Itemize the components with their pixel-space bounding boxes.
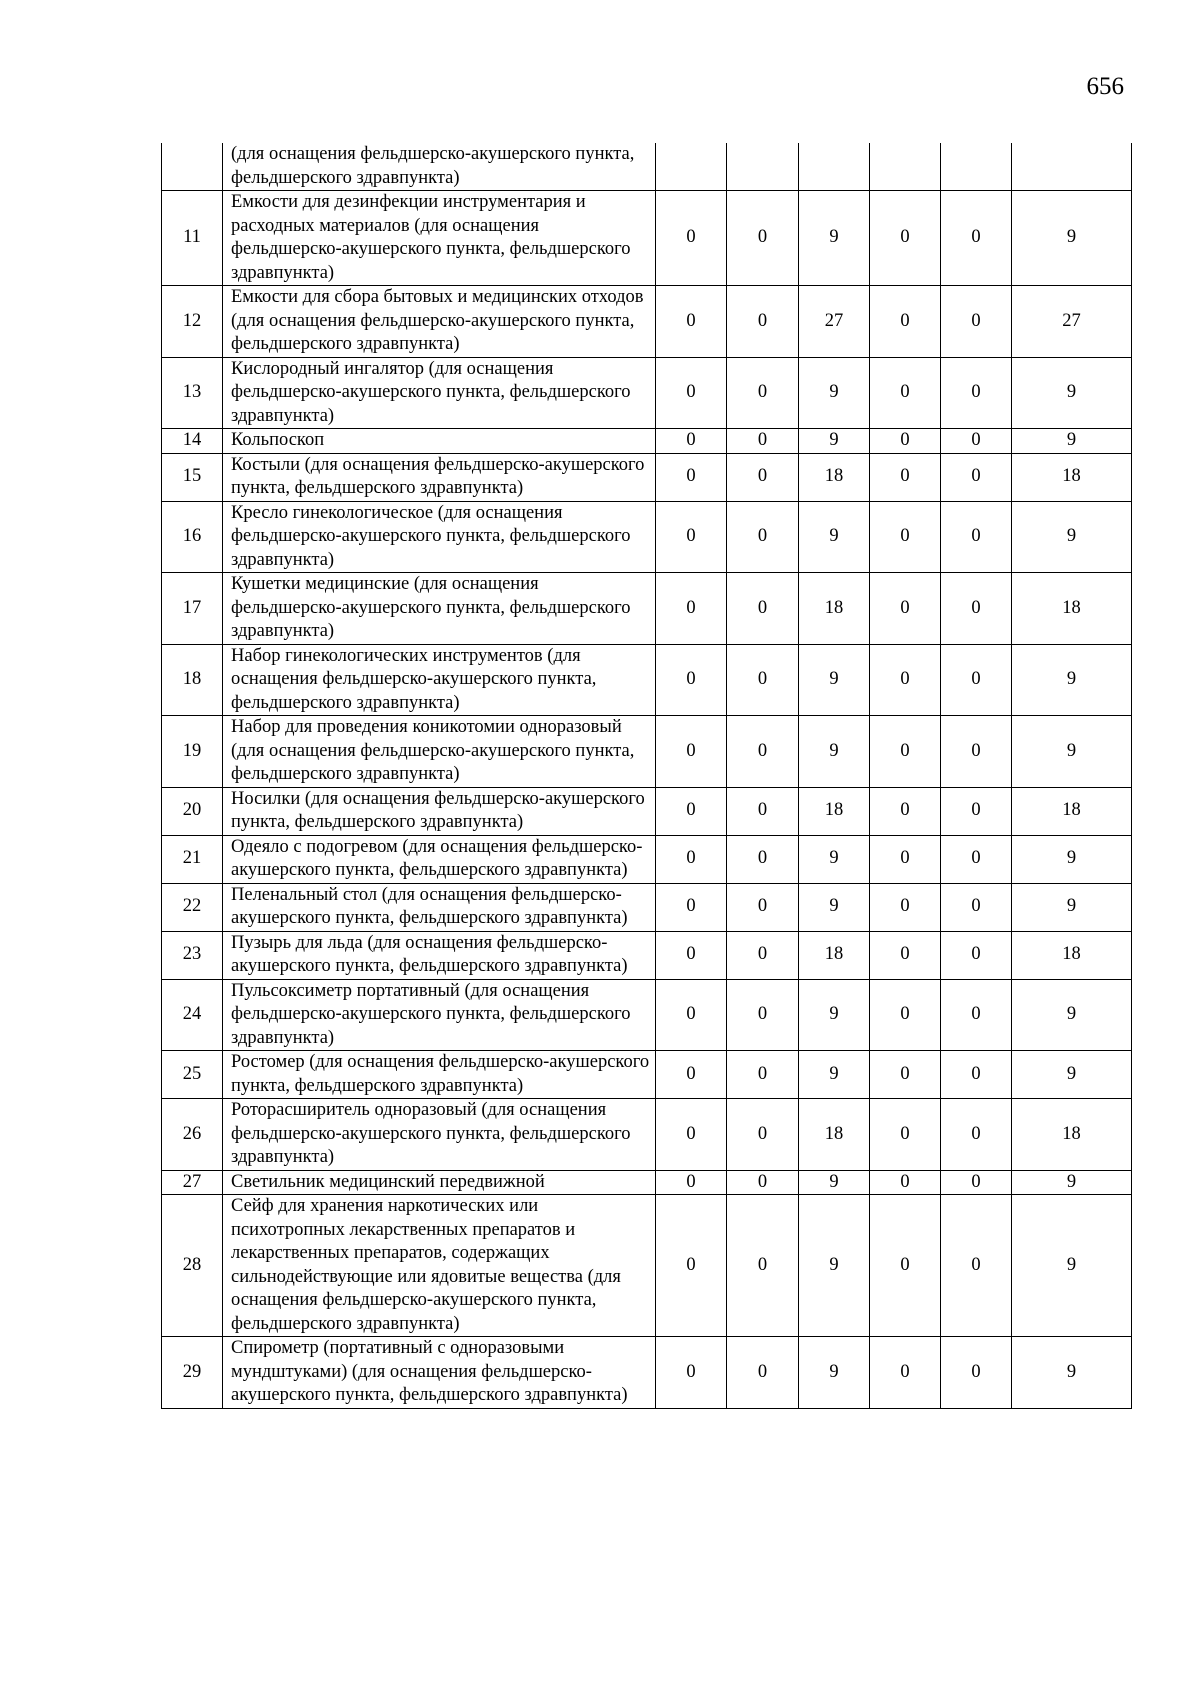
cell-value-5: 0: [941, 1170, 1012, 1195]
cell-value-4: 0: [870, 644, 941, 716]
cell-value-1: 0: [656, 716, 727, 788]
cell-value-5: [941, 143, 1012, 191]
cell-value-2: 0: [727, 716, 799, 788]
cell-value-3: 9: [799, 883, 870, 931]
cell-value-1: 0: [656, 644, 727, 716]
cell-value-5: 0: [941, 1051, 1012, 1099]
cell-value-4: 0: [870, 979, 941, 1051]
cell-value-2: 0: [727, 883, 799, 931]
cell-value-4: 0: [870, 573, 941, 645]
table-row: [162, 835, 1132, 883]
cell-value-5: 0: [941, 286, 1012, 358]
cell-value-3: 9: [799, 835, 870, 883]
cell-value-3: 9: [799, 644, 870, 716]
cell-name: Пеленальный стол (для оснащения фельдшерско-акушерского пункта, фельдшерского здравпункта): [223, 883, 656, 931]
cell-name: Емкости для сбора бытовых и медицинских отходов (для оснащения фельдшерско-акушерского пункта, фельдшерского здравпункта): [223, 286, 656, 358]
cell-value-4: 0: [870, 787, 941, 835]
cell-total: 9: [1012, 644, 1132, 716]
cell-value-5: 0: [941, 883, 1012, 931]
cell-name: (для оснащения фельдшерско-акушерского пункта, фельдшерского здравпункта): [223, 143, 656, 191]
cell-value-4: 0: [870, 429, 941, 454]
table-row: [162, 453, 1132, 501]
cell-value-4: 0: [870, 1099, 941, 1171]
table-row: [162, 357, 1132, 429]
cell-total: 9: [1012, 716, 1132, 788]
page-number: 656: [1086, 73, 1124, 100]
cell-value-4: 0: [870, 286, 941, 358]
cell-value-1: 0: [656, 979, 727, 1051]
table-row: [162, 1051, 1132, 1099]
cell-value-4: 0: [870, 716, 941, 788]
cell-value-2: 0: [727, 1195, 799, 1337]
cell-number: 29: [162, 1337, 223, 1409]
cell-number: 18: [162, 644, 223, 716]
cell-value-1: 0: [656, 1051, 727, 1099]
table-row: [162, 1195, 1132, 1337]
cell-number: 24: [162, 979, 223, 1051]
cell-number: 20: [162, 787, 223, 835]
cell-number: 27: [162, 1170, 223, 1195]
cell-total: 18: [1012, 1099, 1132, 1171]
cell-value-5: 0: [941, 429, 1012, 454]
cell-value-2: 0: [727, 835, 799, 883]
cell-value-5: 0: [941, 835, 1012, 883]
cell-total: 9: [1012, 883, 1132, 931]
cell-name: Спирометр (портативный с одноразовыми мундштуками) (для оснащения фельдшерско-акушерского пункта, фельдшерского здравпункта): [223, 1337, 656, 1409]
cell-total: 9: [1012, 1170, 1132, 1195]
cell-value-3: 27: [799, 286, 870, 358]
cell-value-2: 0: [727, 644, 799, 716]
cell-value-5: 0: [941, 573, 1012, 645]
cell-value-3: 9: [799, 501, 870, 573]
cell-value-1: 0: [656, 1195, 727, 1337]
cell-value-3: 9: [799, 1170, 870, 1195]
cell-name: Набор гинекологических инструментов (для оснащения фельдшерско-акушерского пункта, фельдшерского здравпункта): [223, 644, 656, 716]
cell-number: 17: [162, 573, 223, 645]
cell-value-2: 0: [727, 453, 799, 501]
cell-name: Кушетки медицинские (для оснащения фельдшерско-акушерского пункта, фельдшерского здравпункта): [223, 573, 656, 645]
cell-value-4: 0: [870, 835, 941, 883]
table-row: [162, 286, 1132, 358]
cell-value-2: 0: [727, 573, 799, 645]
cell-name: Носилки (для оснащения фельдшерско-акушерского пункта, фельдшерского здравпункта): [223, 787, 656, 835]
cell-value-3: 18: [799, 931, 870, 979]
cell-number: 13: [162, 357, 223, 429]
cell-value-5: 0: [941, 1195, 1012, 1337]
cell-number: 14: [162, 429, 223, 454]
cell-value-2: 0: [727, 1170, 799, 1195]
cell-total: 9: [1012, 979, 1132, 1051]
table-row: [162, 787, 1132, 835]
table-row-continuation: [162, 143, 1132, 191]
cell-name: Емкости для дезинфекции инструментария и расходных материалов (для оснащения фельдшерско-акушерского пункта, фельдшерского здравпункта): [223, 191, 656, 286]
cell-number: 25: [162, 1051, 223, 1099]
table-row: [162, 1170, 1132, 1195]
cell-value-5: 0: [941, 716, 1012, 788]
cell-number: [162, 143, 223, 191]
cell-value-2: 0: [727, 979, 799, 1051]
cell-value-5: 0: [941, 1099, 1012, 1171]
cell-value-3: [799, 143, 870, 191]
cell-name: Роторасширитель одноразовый (для оснащения фельдшерско-акушерского пункта, фельдшерского здравпункта): [223, 1099, 656, 1171]
cell-value-1: 0: [656, 501, 727, 573]
cell-value-5: 0: [941, 979, 1012, 1051]
cell-value-1: 0: [656, 835, 727, 883]
cell-total: 9: [1012, 501, 1132, 573]
cell-value-3: 18: [799, 573, 870, 645]
cell-value-1: 0: [656, 1099, 727, 1171]
cell-value-3: 18: [799, 453, 870, 501]
cell-value-5: 0: [941, 191, 1012, 286]
table-row: [162, 573, 1132, 645]
cell-value-3: 9: [799, 1195, 870, 1337]
cell-number: 11: [162, 191, 223, 286]
cell-value-5: 0: [941, 644, 1012, 716]
cell-value-1: 0: [656, 883, 727, 931]
cell-number: 15: [162, 453, 223, 501]
cell-total: 18: [1012, 787, 1132, 835]
cell-value-3: 9: [799, 357, 870, 429]
cell-value-2: 0: [727, 501, 799, 573]
cell-total: [1012, 143, 1132, 191]
cell-total: 9: [1012, 1195, 1132, 1337]
cell-total: 18: [1012, 573, 1132, 645]
cell-value-4: 0: [870, 1051, 941, 1099]
cell-value-2: 0: [727, 1337, 799, 1409]
cell-value-2: [727, 143, 799, 191]
cell-number: 23: [162, 931, 223, 979]
cell-value-1: 0: [656, 429, 727, 454]
cell-name: Набор для проведения коникотомии одноразовый (для оснащения фельдшерско-акушерского пункта, фельдшерского здравпункта): [223, 716, 656, 788]
table-row: [162, 931, 1132, 979]
cell-name: Костыли (для оснащения фельдшерско-акушерского пункта, фельдшерского здравпункта): [223, 453, 656, 501]
cell-value-2: 0: [727, 357, 799, 429]
cell-number: 16: [162, 501, 223, 573]
cell-value-4: 0: [870, 453, 941, 501]
cell-value-3: 9: [799, 716, 870, 788]
cell-value-1: 0: [656, 357, 727, 429]
table-row: [162, 501, 1132, 573]
cell-value-5: 0: [941, 931, 1012, 979]
cell-value-4: 0: [870, 931, 941, 979]
cell-value-3: 9: [799, 429, 870, 454]
cell-value-4: 0: [870, 501, 941, 573]
cell-value-2: 0: [727, 931, 799, 979]
cell-value-4: 0: [870, 883, 941, 931]
cell-value-4: 0: [870, 1170, 941, 1195]
cell-name: Пульсоксиметр портативный (для оснащения фельдшерско-акушерского пункта, фельдшерского здравпункта): [223, 979, 656, 1051]
cell-value-5: 0: [941, 1337, 1012, 1409]
table-row: [162, 716, 1132, 788]
cell-value-2: 0: [727, 1051, 799, 1099]
cell-number: 19: [162, 716, 223, 788]
cell-name: Одеяло с подогревом (для оснащения фельдшерско-акушерского пункта, фельдшерского здравпункта): [223, 835, 656, 883]
cell-value-3: 9: [799, 191, 870, 286]
cell-value-4: 0: [870, 357, 941, 429]
cell-value-5: 0: [941, 787, 1012, 835]
cell-value-3: 9: [799, 979, 870, 1051]
cell-value-3: 18: [799, 787, 870, 835]
cell-value-1: [656, 143, 727, 191]
cell-name: Ростомер (для оснащения фельдшерско-акушерского пункта, фельдшерского здравпункта): [223, 1051, 656, 1099]
cell-value-1: 0: [656, 1337, 727, 1409]
cell-value-1: 0: [656, 191, 727, 286]
table-body: [162, 143, 1132, 1408]
table-row: [162, 883, 1132, 931]
cell-total: 9: [1012, 429, 1132, 454]
cell-name: Пузырь для льда (для оснащения фельдшерско-акушерского пункта, фельдшерского здравпункта): [223, 931, 656, 979]
cell-name: Светильник медицинский передвижной: [223, 1170, 656, 1195]
cell-value-2: 0: [727, 286, 799, 358]
cell-value-4: 0: [870, 1195, 941, 1337]
table-row: [162, 429, 1132, 454]
cell-value-5: 0: [941, 357, 1012, 429]
table-row: [162, 191, 1132, 286]
equipment-table: [161, 143, 1132, 1409]
cell-value-4: 0: [870, 1337, 941, 1409]
cell-value-1: 0: [656, 286, 727, 358]
cell-number: 22: [162, 883, 223, 931]
cell-name: Сейф для хранения наркотических или психотропных лекарственных препаратов и лекарственных препаратов, содержащих сильнодействующие или ядовитые вещества (для оснащения фельдшерско-акушерского пункта, фельдшерского здравпункта): [223, 1195, 656, 1337]
cell-number: 12: [162, 286, 223, 358]
cell-total: 9: [1012, 1051, 1132, 1099]
cell-value-5: 0: [941, 453, 1012, 501]
cell-value-5: 0: [941, 501, 1012, 573]
cell-total: 18: [1012, 453, 1132, 501]
cell-value-2: 0: [727, 191, 799, 286]
cell-value-1: 0: [656, 573, 727, 645]
cell-total: 9: [1012, 357, 1132, 429]
cell-value-2: 0: [727, 429, 799, 454]
cell-name: Кольпоскоп: [223, 429, 656, 454]
table-row: [162, 1337, 1132, 1409]
table-row: [162, 979, 1132, 1051]
cell-number: 21: [162, 835, 223, 883]
cell-value-4: 0: [870, 191, 941, 286]
cell-name: Кресло гинекологическое (для оснащения фельдшерско-акушерского пункта, фельдшерского здравпункта): [223, 501, 656, 573]
cell-total: 18: [1012, 931, 1132, 979]
cell-value-1: 0: [656, 453, 727, 501]
table-row: [162, 1099, 1132, 1171]
cell-value-3: 9: [799, 1337, 870, 1409]
cell-value-1: 0: [656, 787, 727, 835]
cell-total: 9: [1012, 835, 1132, 883]
table-row: [162, 644, 1132, 716]
cell-total: 27: [1012, 286, 1132, 358]
cell-value-1: 0: [656, 931, 727, 979]
cell-total: 9: [1012, 191, 1132, 286]
cell-name: Кислородный ингалятор (для оснащения фельдшерско-акушерского пункта, фельдшерского здравпункта): [223, 357, 656, 429]
cell-value-2: 0: [727, 787, 799, 835]
cell-value-3: 9: [799, 1051, 870, 1099]
cell-total: 9: [1012, 1337, 1132, 1409]
cell-value-3: 18: [799, 1099, 870, 1171]
cell-number: 28: [162, 1195, 223, 1337]
cell-value-2: 0: [727, 1099, 799, 1171]
cell-value-1: 0: [656, 1170, 727, 1195]
cell-value-4: [870, 143, 941, 191]
cell-number: 26: [162, 1099, 223, 1171]
